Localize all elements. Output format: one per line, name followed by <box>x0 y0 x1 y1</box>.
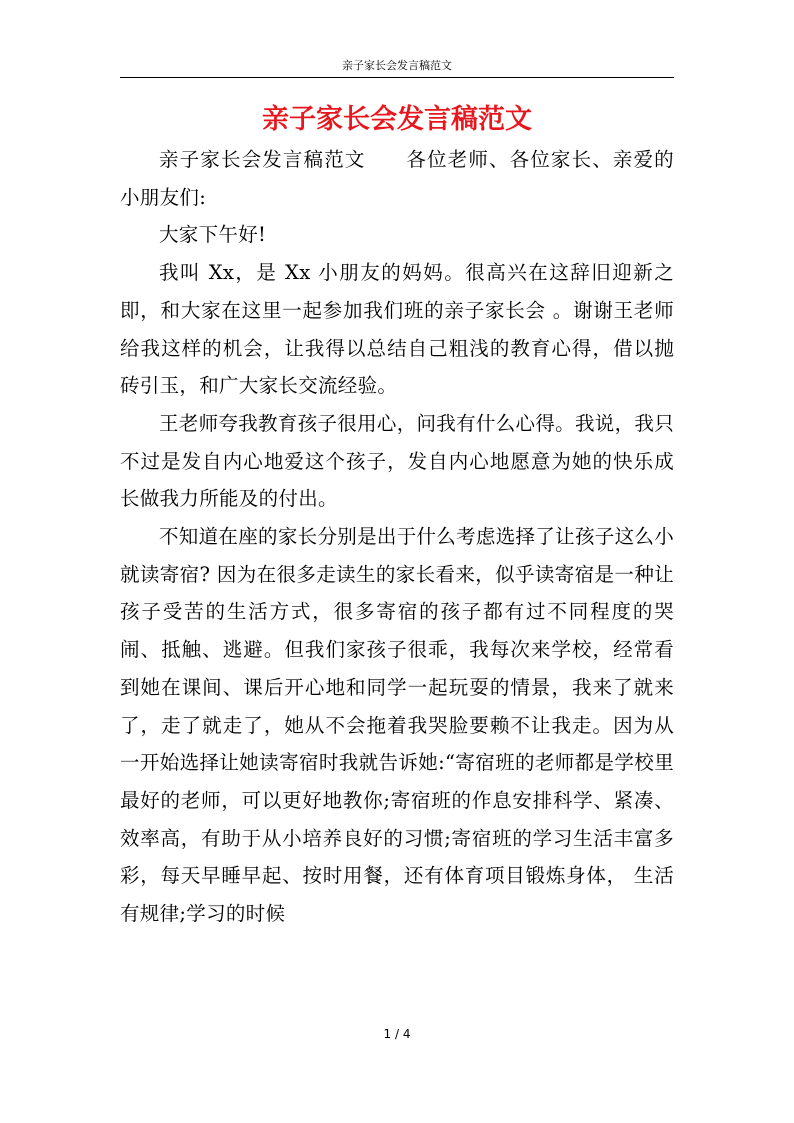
running-header: 亲子家长会发言稿范文 <box>342 59 452 72</box>
document-title: 亲子家长会发言稿范文 <box>262 104 532 135</box>
paragraph: 我叫 Xx，是 Xx 小朋友的妈妈。很高兴在这辞旧迎新之即，和大家在这里一起参加我们班的亲子家长会 。谢谢王老师给我这样的机会，让我得以总结自己粗浅的教育心得，借以抛砖引玉，和广大家长交流经验。 <box>120 261 674 398</box>
paragraph-greeting <box>120 141 674 216</box>
paragraph: 大家下午好! <box>159 223 267 247</box>
paragraph: 王老师夸我教育孩子很用心，问我有什么心得。我说，我只不过是发自内心地爱这个孩子，发自内心地愿意为她的快乐成长做我力所能及的付出。 <box>120 411 674 511</box>
header-divider <box>120 77 674 78</box>
paragraph-lead: 亲子家长会发言稿范文 <box>159 148 366 171</box>
document-body <box>120 141 674 933</box>
paragraph: 不知道在座的家长分别是出于什么考虑选择了让孩子这么小就读寄宿? 因为在很多走读生的家长看来，似乎读寄宿是一种让孩子受苦的生活方式，很多寄宿的孩子都有过不同程度的哭闹、抵触、逃避。但我们家孩子很乖，我每次来学校，经常看到她在课间、课后开心地和同学一起玩耍的情景，我来了就来了，走了就走了，她从不会拖着我哭脸要赖不让我走。因为从一开始选择让她读寄宿时我就告诉她:“寄宿班的老师都是学校里最好的老师，可以更好地教你;寄宿班的作息安排科学、紧凑、效率高，有助于从小培养良好的习惯;寄宿班的学习生活丰富多彩，每天早睡早起、按时用餐，还有体育项目锻炼身体， 生活有规律;学习的时候 <box>120 525 674 926</box>
page-number: 1 / 4 <box>383 1027 411 1041</box>
paragraph-text: 各位老师、各位家长、亲爱的小朋友们: <box>120 148 674 209</box>
